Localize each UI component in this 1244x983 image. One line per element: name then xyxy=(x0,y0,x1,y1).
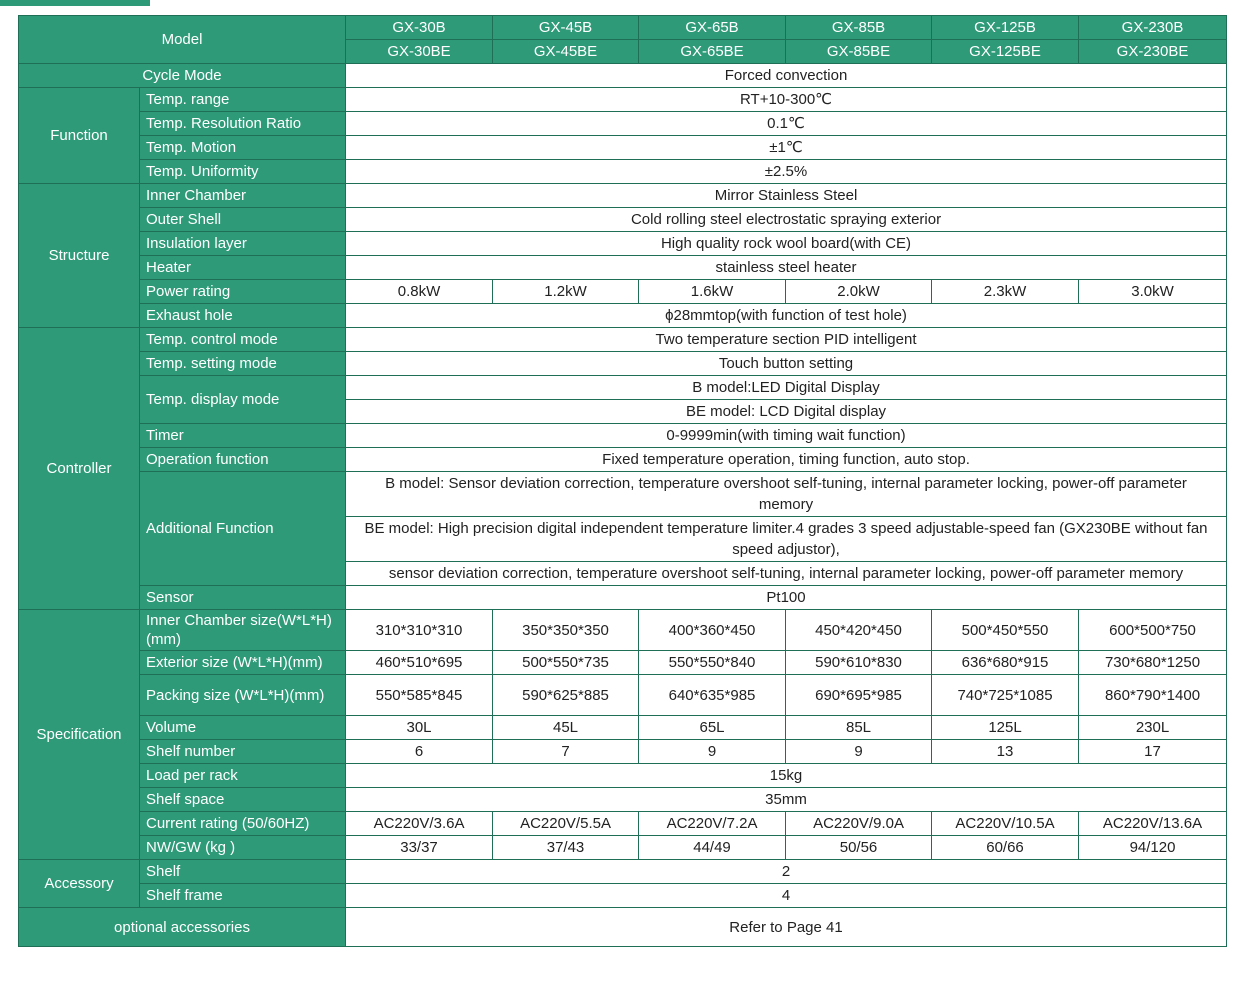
row-label: Volume xyxy=(140,716,346,740)
row-value: BE model: High precision digital independent temperature limiter.4 grades 3 speed adjustable-speed fan (GX230BE without fan speed adjustor), xyxy=(346,517,1227,562)
temp-motion-row xyxy=(19,136,1227,160)
shelf-number-row xyxy=(19,740,1227,764)
table-cell: AC220V/7.2A xyxy=(639,812,786,836)
table-cell: AC220V/5.5A xyxy=(493,812,639,836)
table-cell: 85L xyxy=(786,716,932,740)
table-cell: 590*625*885 xyxy=(493,675,639,716)
row-label: Operation function xyxy=(140,448,346,472)
sensor-row xyxy=(19,586,1227,610)
table-cell: AC220V/10.5A xyxy=(932,812,1079,836)
table-cell: 2.3kW xyxy=(932,280,1079,304)
table-cell: 125L xyxy=(932,716,1079,740)
table-cell: 740*725*1085 xyxy=(932,675,1079,716)
table-cell: 33/37 xyxy=(346,836,493,860)
row-value: 0-9999min(with timing wait function) xyxy=(346,424,1227,448)
current-rating-row xyxy=(19,812,1227,836)
model-cell: GX-125BE xyxy=(932,40,1079,64)
table-cell: 0.8kW xyxy=(346,280,493,304)
operation-row xyxy=(19,448,1227,472)
table-cell: 6 xyxy=(346,740,493,764)
table-cell: 730*680*1250 xyxy=(1079,651,1227,675)
table-cell: 460*510*695 xyxy=(346,651,493,675)
table-cell: 350*350*350 xyxy=(493,610,639,651)
heater-row xyxy=(19,256,1227,280)
model-cell: GX-30BE xyxy=(346,40,493,64)
row-value: sensor deviation correction, temperature overshoot self-tuning, internal parameter locking, power-off parameter memory xyxy=(346,562,1227,586)
exhaust-hole-row xyxy=(19,304,1227,328)
temp-resolution-row xyxy=(19,112,1227,136)
group-label-function: Function xyxy=(19,88,140,184)
row-label: Shelf space xyxy=(140,788,346,812)
table-cell: 13 xyxy=(932,740,1079,764)
optional-accessories-row xyxy=(19,908,1227,947)
row-value: 4 xyxy=(346,884,1227,908)
row-value: 0.1℃ xyxy=(346,112,1227,136)
setting-mode-row xyxy=(19,352,1227,376)
volume-row xyxy=(19,716,1227,740)
top-accent-bar xyxy=(0,0,150,6)
table-cell: 65L xyxy=(639,716,786,740)
timer-row xyxy=(19,424,1227,448)
table-cell: 1.2kW xyxy=(493,280,639,304)
row-label: Shelf xyxy=(140,860,346,884)
model-cell: GX-85B xyxy=(786,16,932,40)
group-label-controller: Controller xyxy=(19,328,140,610)
row-label: Temp. control mode xyxy=(140,328,346,352)
row-value: RT+10-300℃ xyxy=(346,88,1227,112)
insulation-row xyxy=(19,232,1227,256)
model-cell: GX-45BE xyxy=(493,40,639,64)
row-label: Exhaust hole xyxy=(140,304,346,328)
table-cell: 590*610*830 xyxy=(786,651,932,675)
temp-uniformity-row xyxy=(19,160,1227,184)
table-cell: AC220V/13.6A xyxy=(1079,812,1227,836)
table-cell: 600*500*750 xyxy=(1079,610,1227,651)
row-label: Temp. setting mode xyxy=(140,352,346,376)
cycle-mode-row xyxy=(19,64,1227,88)
table-cell: 17 xyxy=(1079,740,1227,764)
row-label: Temp. Resolution Ratio xyxy=(140,112,346,136)
table-cell: 636*680*915 xyxy=(932,651,1079,675)
table-cell: 400*360*450 xyxy=(639,610,786,651)
row-value: High quality rock wool board(with CE) xyxy=(346,232,1227,256)
row-label: Temp. range xyxy=(140,88,346,112)
row-label: Insulation layer xyxy=(140,232,346,256)
table-cell: AC220V/9.0A xyxy=(786,812,932,836)
row-value: ϕ28mmtop(with function of test hole) xyxy=(346,304,1227,328)
row-label: Inner Chamber size(W*L*H)(mm) xyxy=(140,610,346,651)
model-cell: GX-45B xyxy=(493,16,639,40)
row-value: Refer to Page 41 xyxy=(346,908,1227,947)
table-cell: 30L xyxy=(346,716,493,740)
table-cell: 7 xyxy=(493,740,639,764)
model-cell: GX-65B xyxy=(639,16,786,40)
shelf-frame-row xyxy=(19,884,1227,908)
row-value: 15kg xyxy=(346,764,1227,788)
table-cell: 550*550*840 xyxy=(639,651,786,675)
shelf-row xyxy=(19,860,1227,884)
packing-size-row xyxy=(19,675,1227,716)
row-label: Inner Chamber xyxy=(140,184,346,208)
row-label: Outer Shell xyxy=(140,208,346,232)
row-value: ±2.5% xyxy=(346,160,1227,184)
model-cell: GX-230B xyxy=(1079,16,1227,40)
row-label: Load per rack xyxy=(140,764,346,788)
row-label: Current rating (50/60HZ) xyxy=(140,812,346,836)
group-label-specification: Specification xyxy=(19,610,140,860)
table-cell: 2.0kW xyxy=(786,280,932,304)
table-cell: 94/120 xyxy=(1079,836,1227,860)
nw-gw-row xyxy=(19,836,1227,860)
row-label: Temp. Uniformity xyxy=(140,160,346,184)
table-cell: 640*635*985 xyxy=(639,675,786,716)
row-value: Fixed temperature operation, timing function, auto stop. xyxy=(346,448,1227,472)
table-cell: AC220V/3.6A xyxy=(346,812,493,836)
row-value: Cold rolling steel electrostatic spraying exterior xyxy=(346,208,1227,232)
spec-table xyxy=(18,15,1227,947)
table-cell: 44/49 xyxy=(639,836,786,860)
model-cell: GX-125B xyxy=(932,16,1079,40)
row-label: Temp. display mode xyxy=(140,376,346,424)
row-value: ±1℃ xyxy=(346,136,1227,160)
table-cell: 60/66 xyxy=(932,836,1079,860)
row-label: Additional Function xyxy=(140,472,346,586)
exterior-size-row xyxy=(19,651,1227,675)
row-label: Heater xyxy=(140,256,346,280)
inner-size-row xyxy=(19,610,1227,651)
row-label: NW/GW (kg ) xyxy=(140,836,346,860)
row-value: 35mm xyxy=(346,788,1227,812)
row-value: B model:LED Digital Display xyxy=(346,376,1227,400)
model-cell: GX-230BE xyxy=(1079,40,1227,64)
model-cell: GX-65BE xyxy=(639,40,786,64)
table-cell: 450*420*450 xyxy=(786,610,932,651)
temp-range-row xyxy=(19,88,1227,112)
model-row-1 xyxy=(19,16,1227,40)
row-value: 2 xyxy=(346,860,1227,884)
row-label: Exterior size (W*L*H)(mm) xyxy=(140,651,346,675)
row-value: Forced convection xyxy=(346,64,1227,88)
row-value: Touch button setting xyxy=(346,352,1227,376)
table-cell: 3.0kW xyxy=(1079,280,1227,304)
table-cell: 1.6kW xyxy=(639,280,786,304)
table-cell: 37/43 xyxy=(493,836,639,860)
row-label: Cycle Mode xyxy=(19,64,346,88)
load-per-rack-row xyxy=(19,764,1227,788)
row-label: optional accessories xyxy=(19,908,346,947)
inner-chamber-row xyxy=(19,184,1227,208)
additional-row-b xyxy=(19,472,1227,517)
row-label: Shelf frame xyxy=(140,884,346,908)
row-label: Temp. Motion xyxy=(140,136,346,160)
model-label: Model xyxy=(19,16,346,64)
model-cell: GX-30B xyxy=(346,16,493,40)
control-mode-row xyxy=(19,328,1227,352)
outer-shell-row xyxy=(19,208,1227,232)
row-value: Pt100 xyxy=(346,586,1227,610)
table-cell: 9 xyxy=(639,740,786,764)
table-cell: 550*585*845 xyxy=(346,675,493,716)
power-rating-row xyxy=(19,280,1227,304)
table-cell: 45L xyxy=(493,716,639,740)
row-value: BE model: LCD Digital display xyxy=(346,400,1227,424)
row-value: stainless steel heater xyxy=(346,256,1227,280)
display-mode-row-b xyxy=(19,376,1227,400)
table-cell: 9 xyxy=(786,740,932,764)
table-cell: 500*550*735 xyxy=(493,651,639,675)
group-label-accessory: Accessory xyxy=(19,860,140,908)
row-label: Power rating xyxy=(140,280,346,304)
row-value: Two temperature section PID intelligent xyxy=(346,328,1227,352)
table-cell: 500*450*550 xyxy=(932,610,1079,651)
row-label: Timer xyxy=(140,424,346,448)
group-label-structure: Structure xyxy=(19,184,140,328)
row-value: B model: Sensor deviation correction, temperature overshoot self-tuning, internal parameter locking, power-off parameter memory xyxy=(346,472,1227,517)
table-cell: 50/56 xyxy=(786,836,932,860)
shelf-space-row xyxy=(19,788,1227,812)
table-cell: 860*790*1400 xyxy=(1079,675,1227,716)
table-cell: 310*310*310 xyxy=(346,610,493,651)
row-value: Mirror Stainless Steel xyxy=(346,184,1227,208)
row-label: Sensor xyxy=(140,586,346,610)
model-cell: GX-85BE xyxy=(786,40,932,64)
table-cell: 690*695*985 xyxy=(786,675,932,716)
row-label: Packing size (W*L*H)(mm) xyxy=(140,675,346,716)
row-label: Shelf number xyxy=(140,740,346,764)
table-cell: 230L xyxy=(1079,716,1227,740)
